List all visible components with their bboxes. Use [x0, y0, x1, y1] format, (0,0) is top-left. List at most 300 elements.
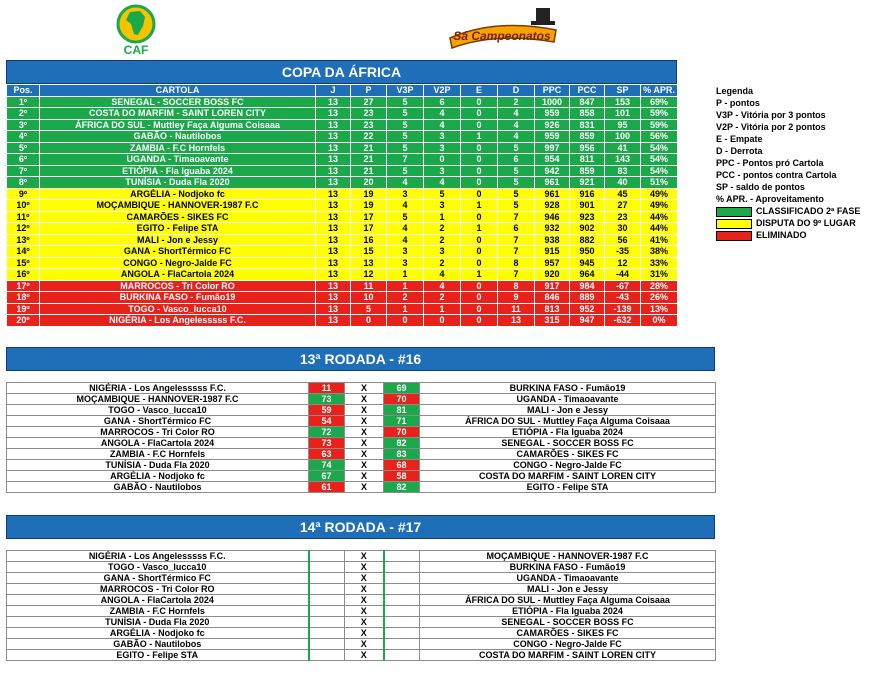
cell-pos: 11º: [7, 211, 40, 223]
vs-mark: X: [345, 628, 384, 639]
standings-row: [7, 108, 678, 120]
away-team: SENEGAL - SOCCER BOSS FC: [420, 438, 716, 449]
cell-team: MARROCOS - Tri Color RO: [40, 280, 316, 292]
away-team: ÁFRICA DO SUL - Muttley Faça Alguma Coisaaa: [420, 595, 716, 606]
cell-ppc: 959: [535, 108, 570, 120]
cell-d: 2: [498, 96, 535, 108]
cell-pcc: 902: [570, 223, 605, 235]
cell-d: 5: [498, 142, 535, 154]
home-team: ANGOLA - FlaCartola 2024: [7, 595, 309, 606]
cell-d: 8: [498, 257, 535, 269]
col-pcc: PCC: [570, 85, 605, 97]
home-team: TUNÍSIA - Duda Fla 2020: [7, 460, 309, 471]
cell-p: 19: [351, 188, 387, 200]
cell-pcc: 901: [570, 200, 605, 212]
cell-sp: 12: [605, 257, 641, 269]
col-pos: Pos.: [7, 85, 40, 97]
match-row: [7, 628, 716, 639]
cell-sp: -43: [605, 292, 641, 304]
cell-v2p: 3: [424, 200, 461, 212]
caf-logo-text: CAF: [123, 43, 149, 56]
vs-mark: X: [345, 551, 384, 562]
cell-v3p: 5: [387, 119, 424, 131]
cell-p: 21: [351, 142, 387, 154]
cell-sp: 101: [605, 108, 641, 120]
cell-p: 27: [351, 96, 387, 108]
cell-p: 23: [351, 119, 387, 131]
vs-mark: X: [345, 449, 384, 460]
cell-apr: 44%: [641, 211, 678, 223]
match-row: [7, 449, 716, 460]
cell-d: 9: [498, 292, 535, 304]
vs-mark: X: [345, 584, 384, 595]
cell-p: 0: [351, 315, 387, 327]
away-team: MOÇAMBIQUE - HANNOVER-1987 F.C: [420, 551, 716, 562]
cell-ppc: 997: [535, 142, 570, 154]
home-team: ANGOLA - FlaCartola 2024: [7, 438, 309, 449]
match-row: [7, 595, 716, 606]
round13-matches-table: [6, 382, 716, 493]
home-team: GANA - ShortTérmico FC: [7, 573, 309, 584]
home-team: EGITO - Felipe STA: [7, 650, 309, 661]
away-team: CONGO - Negro-Jalde FC: [420, 639, 716, 650]
home-team: NIGÉRIA - Los Angelesssss F.C.: [7, 383, 309, 394]
cell-apr: 54%: [641, 142, 678, 154]
cell-j: 13: [316, 211, 351, 223]
sa-campeonatos-logo: [446, 8, 564, 50]
cell-ppc: 813: [535, 303, 570, 315]
cell-team: CAMARÕES - SIKES FC: [40, 211, 316, 223]
cell-j: 13: [316, 96, 351, 108]
cell-e: 0: [461, 96, 498, 108]
cell-pos: 14º: [7, 246, 40, 258]
legend-item: D - Derrota: [716, 146, 763, 156]
cell-ppc: 959: [535, 131, 570, 143]
cell-p: 21: [351, 154, 387, 166]
standings-row: [7, 315, 678, 327]
standings-row: [7, 188, 678, 200]
cell-v3p: 1: [387, 269, 424, 281]
cell-v2p: 0: [424, 154, 461, 166]
cell-team: UGANDA - Timaoavante: [40, 154, 316, 166]
cell-team: GABÃO - Nautilobos: [40, 131, 316, 143]
standings-row: [7, 303, 678, 315]
home-score: 74: [309, 460, 345, 471]
away-score: 68: [384, 460, 420, 471]
cell-p: 22: [351, 131, 387, 143]
home-team: MARROCOS - Tri Color RO: [7, 584, 309, 595]
away-score: 83: [384, 449, 420, 460]
cell-j: 13: [316, 142, 351, 154]
col-cartola: CARTOLA: [40, 85, 316, 97]
away-team: ÁFRICA DO SUL - Muttley Faça Alguma Coisaaa: [420, 416, 716, 427]
cell-v3p: 2: [387, 292, 424, 304]
cell-j: 13: [316, 200, 351, 212]
cell-team: MALI - Jon e Jessy: [40, 234, 316, 246]
caf-logo: [112, 4, 160, 56]
home-score: [309, 650, 345, 661]
cell-v2p: 3: [424, 142, 461, 154]
cell-pcc: 831: [570, 119, 605, 131]
cell-pos: 3º: [7, 119, 40, 131]
away-team: COSTA DO MARFIM - SAINT LOREN CITY: [420, 650, 716, 661]
cell-v3p: 0: [387, 315, 424, 327]
match-row: [7, 427, 716, 438]
legend-item: SP - saldo de pontos: [716, 182, 805, 192]
cell-sp: 83: [605, 165, 641, 177]
cell-v3p: 3: [387, 246, 424, 258]
cell-d: 11: [498, 303, 535, 315]
home-score: [309, 551, 345, 562]
cell-v3p: 4: [387, 223, 424, 235]
col-ppc: PPC: [535, 85, 570, 97]
cell-sp: 56: [605, 234, 641, 246]
match-row: [7, 617, 716, 628]
cell-v3p: 5: [387, 142, 424, 154]
round14-matches-table: [6, 550, 716, 661]
cell-v2p: 5: [424, 188, 461, 200]
standings-row: [7, 142, 678, 154]
match-row: [7, 471, 716, 482]
legend-swatch-row: [716, 205, 860, 217]
cell-d: 13: [498, 315, 535, 327]
cell-e: 0: [461, 108, 498, 120]
cell-e: 0: [461, 142, 498, 154]
round13-title-text: 13ª RODADA - #16: [299, 351, 422, 367]
col-j: J: [316, 85, 351, 97]
home-score: 73: [309, 438, 345, 449]
cell-j: 13: [316, 315, 351, 327]
away-team: MALI - Jon e Jessy: [420, 584, 716, 595]
cell-v3p: 3: [387, 188, 424, 200]
cell-d: 7: [498, 211, 535, 223]
round13-title: [6, 347, 715, 371]
away-score: 58: [384, 471, 420, 482]
legend-swatch-label: DISPUTA DO 9º LUGAR: [756, 218, 856, 228]
cell-j: 13: [316, 188, 351, 200]
cell-ppc: 920: [535, 269, 570, 281]
legend: [716, 85, 860, 241]
cell-ppc: 954: [535, 154, 570, 166]
standings-row: [7, 165, 678, 177]
cell-sp: 27: [605, 200, 641, 212]
cell-ppc: 957: [535, 257, 570, 269]
standings-row: [7, 131, 678, 143]
home-score: 72: [309, 427, 345, 438]
cell-apr: 59%: [641, 108, 678, 120]
cell-p: 23: [351, 108, 387, 120]
cell-j: 13: [316, 303, 351, 315]
cell-apr: 28%: [641, 280, 678, 292]
vs-mark: X: [345, 383, 384, 394]
cell-ppc: 928: [535, 200, 570, 212]
vs-mark: X: [345, 650, 384, 661]
cell-d: 5: [498, 177, 535, 189]
cell-d: 6: [498, 223, 535, 235]
cell-apr: 31%: [641, 269, 678, 281]
cell-p: 17: [351, 223, 387, 235]
cell-v2p: 1: [424, 211, 461, 223]
cell-v3p: 4: [387, 200, 424, 212]
cell-apr: 33%: [641, 257, 678, 269]
home-team: GABÃO - Nautilobos: [7, 482, 309, 493]
cell-pcc: 952: [570, 303, 605, 315]
away-team: BURKINA FASO - Fumão19: [420, 383, 716, 394]
cell-team: ETIÓPIA - Fla Iguaba 2024: [40, 165, 316, 177]
cell-pcc: 811: [570, 154, 605, 166]
cell-sp: 41: [605, 142, 641, 154]
cell-sp: -632: [605, 315, 641, 327]
home-team: GABÃO - Nautilobos: [7, 639, 309, 650]
cell-apr: 69%: [641, 96, 678, 108]
legend-item: V2P - Vitória por 2 pontos: [716, 122, 826, 132]
home-team: ZAMBIA - F.C Hornfels: [7, 606, 309, 617]
cell-v3p: 4: [387, 234, 424, 246]
cell-sp: -139: [605, 303, 641, 315]
match-row: [7, 394, 716, 405]
cell-d: 6: [498, 154, 535, 166]
cell-e: 0: [461, 119, 498, 131]
cell-v2p: 1: [424, 303, 461, 315]
cell-ppc: 1000: [535, 96, 570, 108]
vs-mark: X: [345, 405, 384, 416]
home-team: TOGO - Vasco_lucca10: [7, 405, 309, 416]
legend-item: % APR. - Aproveitamento: [716, 194, 824, 204]
cell-j: 13: [316, 154, 351, 166]
standings-table: [6, 84, 678, 327]
cell-pos: 2º: [7, 108, 40, 120]
cell-v2p: 4: [424, 119, 461, 131]
vs-mark: X: [345, 471, 384, 482]
cell-v3p: 5: [387, 131, 424, 143]
legend-swatch-row: [716, 217, 860, 229]
vs-mark: X: [345, 460, 384, 471]
away-team: SENEGAL - SOCCER BOSS FC: [420, 617, 716, 628]
cell-j: 13: [316, 177, 351, 189]
home-score: [309, 606, 345, 617]
home-team: ZAMBIA - F.C Hornfels: [7, 449, 309, 460]
cell-ppc: 938: [535, 234, 570, 246]
cell-v2p: 2: [424, 234, 461, 246]
cell-e: 0: [461, 211, 498, 223]
legend-item: V3P - Vitória por 3 pontos: [716, 110, 826, 120]
standings-row: [7, 119, 678, 131]
cell-d: 5: [498, 200, 535, 212]
cell-pos: 6º: [7, 154, 40, 166]
cell-v3p: 7: [387, 154, 424, 166]
cell-d: 7: [498, 234, 535, 246]
cell-d: 5: [498, 188, 535, 200]
standings-row: [7, 280, 678, 292]
away-team: UGANDA - Timaoavante: [420, 394, 716, 405]
cell-j: 13: [316, 165, 351, 177]
away-score: [384, 639, 420, 650]
cell-e: 0: [461, 315, 498, 327]
match-row: [7, 584, 716, 595]
match-row: [7, 460, 716, 471]
standings-row: [7, 223, 678, 235]
legend-swatch-row: [716, 229, 860, 241]
away-team: BURKINA FASO - Fumão19: [420, 562, 716, 573]
legend-item: PPC - Pontos pró Cartola: [716, 158, 824, 168]
cell-j: 13: [316, 131, 351, 143]
col-v2p: V2P: [424, 85, 461, 97]
col-apr: % APR.: [641, 85, 678, 97]
match-row: [7, 551, 716, 562]
cell-sp: 143: [605, 154, 641, 166]
cell-j: 13: [316, 280, 351, 292]
cell-e: 0: [461, 257, 498, 269]
away-score: [384, 551, 420, 562]
away-score: [384, 650, 420, 661]
cell-pos: 13º: [7, 234, 40, 246]
cell-v3p: 1: [387, 280, 424, 292]
away-team: UGANDA - Timaoavante: [420, 573, 716, 584]
standings-header-row: [7, 85, 678, 97]
cell-v2p: 3: [424, 165, 461, 177]
away-score: 82: [384, 482, 420, 493]
cell-apr: 38%: [641, 246, 678, 258]
cell-team: NIGÉRIA - Los Angelesssss F.C.: [40, 315, 316, 327]
cell-ppc: 932: [535, 223, 570, 235]
cell-v2p: 3: [424, 131, 461, 143]
legend-item: PCC - pontos contra Cartola: [716, 170, 837, 180]
away-score: [384, 595, 420, 606]
away-score: [384, 628, 420, 639]
cell-v2p: 2: [424, 257, 461, 269]
cell-j: 13: [316, 108, 351, 120]
cell-d: 5: [498, 165, 535, 177]
standings-row: [7, 200, 678, 212]
site-logo-text: Sá Campeonatos: [453, 29, 551, 43]
cell-pcc: 945: [570, 257, 605, 269]
legend-swatch-label: ELIMINADO: [756, 230, 807, 240]
home-score: [309, 595, 345, 606]
away-score: [384, 562, 420, 573]
cell-pos: 4º: [7, 131, 40, 143]
cell-pcc: 916: [570, 188, 605, 200]
vs-mark: X: [345, 427, 384, 438]
cell-v2p: 2: [424, 292, 461, 304]
cell-ppc: 961: [535, 188, 570, 200]
col-v3p: V3P: [387, 85, 424, 97]
cell-e: 1: [461, 131, 498, 143]
vs-mark: X: [345, 562, 384, 573]
cell-team: GANA - ShortTérmico FC: [40, 246, 316, 258]
cell-apr: 44%: [641, 223, 678, 235]
cell-sp: 153: [605, 96, 641, 108]
cell-pos: 18º: [7, 292, 40, 304]
cell-ppc: 961: [535, 177, 570, 189]
cell-apr: 13%: [641, 303, 678, 315]
cell-d: 7: [498, 246, 535, 258]
cell-team: ANGOLA - FlaCartola 2024: [40, 269, 316, 281]
legend-title: Legenda: [716, 86, 754, 96]
away-team: EGITO - Felipe STA: [420, 482, 716, 493]
cell-j: 13: [316, 119, 351, 131]
cell-ppc: 915: [535, 246, 570, 258]
cell-e: 0: [461, 188, 498, 200]
home-score: 67: [309, 471, 345, 482]
away-score: [384, 606, 420, 617]
cell-p: 17: [351, 211, 387, 223]
cell-team: ZAMBIA - F.C Hornfels: [40, 142, 316, 154]
cell-pos: 7º: [7, 165, 40, 177]
home-score: [309, 639, 345, 650]
cell-apr: 54%: [641, 154, 678, 166]
cell-j: 13: [316, 257, 351, 269]
standings-row: [7, 154, 678, 166]
cell-e: 1: [461, 269, 498, 281]
standings-row: [7, 177, 678, 189]
away-score: [384, 617, 420, 628]
match-row: [7, 482, 716, 493]
match-row: [7, 606, 716, 617]
cell-d: 8: [498, 280, 535, 292]
cell-p: 16: [351, 234, 387, 246]
cell-pos: 19º: [7, 303, 40, 315]
cell-pcc: 847: [570, 96, 605, 108]
home-score: 59: [309, 405, 345, 416]
home-score: 11: [309, 383, 345, 394]
cell-j: 13: [316, 269, 351, 281]
home-score: 73: [309, 394, 345, 405]
cell-sp: -35: [605, 246, 641, 258]
home-score: [309, 628, 345, 639]
col-sp: SP: [605, 85, 641, 97]
away-team: MALI - Jon e Jessy: [420, 405, 716, 416]
cell-ppc: 942: [535, 165, 570, 177]
cell-p: 15: [351, 246, 387, 258]
cell-v2p: 4: [424, 108, 461, 120]
cell-apr: 49%: [641, 188, 678, 200]
cell-pcc: 964: [570, 269, 605, 281]
cell-pos: 1º: [7, 96, 40, 108]
home-score: 61: [309, 482, 345, 493]
cell-v2p: 3: [424, 246, 461, 258]
cell-e: 1: [461, 200, 498, 212]
match-row: [7, 383, 716, 394]
cell-p: 20: [351, 177, 387, 189]
vs-mark: X: [345, 438, 384, 449]
away-score: 82: [384, 438, 420, 449]
cell-pos: 17º: [7, 280, 40, 292]
cell-v2p: 0: [424, 315, 461, 327]
away-score: 70: [384, 394, 420, 405]
cell-pcc: 921: [570, 177, 605, 189]
vs-mark: X: [345, 482, 384, 493]
cell-pcc: 984: [570, 280, 605, 292]
cell-j: 13: [316, 292, 351, 304]
cell-e: 0: [461, 154, 498, 166]
cell-team: EGITO - Felipe STA: [40, 223, 316, 235]
cell-team: TOGO - Vasco_lucca10: [40, 303, 316, 315]
home-score: [309, 617, 345, 628]
away-team: ETIÓPIA - Fla Iguaba 2024: [420, 606, 716, 617]
standings-row: [7, 257, 678, 269]
cell-sp: -44: [605, 269, 641, 281]
standings-row: [7, 211, 678, 223]
cell-pcc: 947: [570, 315, 605, 327]
cell-e: 0: [461, 246, 498, 258]
vs-mark: X: [345, 573, 384, 584]
cell-sp: 45: [605, 188, 641, 200]
cell-pcc: 882: [570, 234, 605, 246]
cell-team: SENEGAL - SOCCER BOSS FC: [40, 96, 316, 108]
cell-v3p: 5: [387, 165, 424, 177]
cell-d: 4: [498, 108, 535, 120]
cell-pos: 10º: [7, 200, 40, 212]
